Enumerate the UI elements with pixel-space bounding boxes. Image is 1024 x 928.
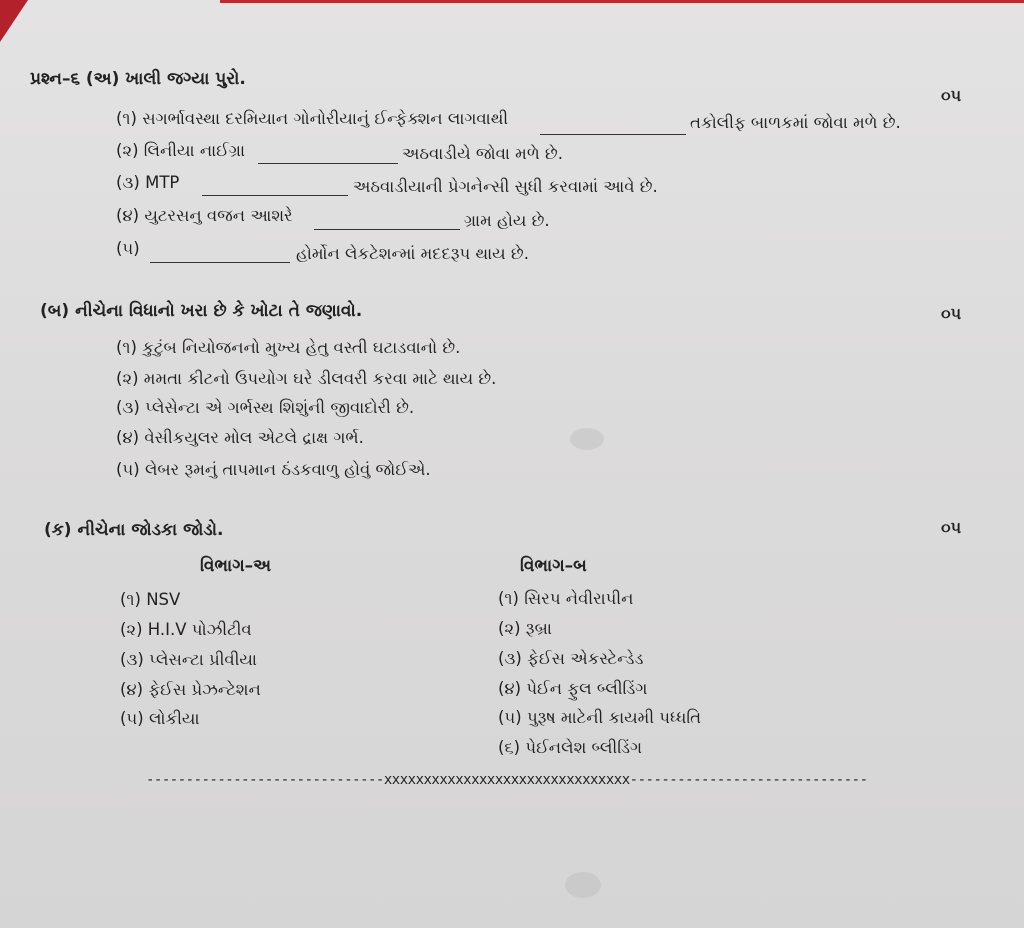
fill-blank-5 — [150, 262, 290, 263]
section-a-heading: પ્રશ્ન–૬ (અ) ખાલી જગ્યા પુરો. — [30, 69, 246, 89]
red-cover-corner — [0, 0, 28, 42]
column-a-title: વિભાગ–અ — [200, 556, 272, 576]
section-a-marks: ૦૫ — [941, 86, 962, 105]
match-a-item-1: (૧) NSV — [120, 590, 181, 609]
match-b-item-1: (૧) સિરપ નેવીરાપીન — [498, 589, 634, 608]
true-false-item-3: (૩) પ્લેસેન્ટા એ ગર્ભસ્થ શિશુંની જીવાદોરી છે. — [116, 398, 415, 417]
section-a-item-1-suffix: તકોલીફ બાળકમાં જોવા મળે છે. — [690, 113, 901, 132]
match-a-item-2: (૨) H.I.V પોઝીટીવ — [120, 620, 252, 639]
match-b-item-6: (૬) પેઈનલેશ બ્લીડિંગ — [498, 738, 643, 757]
match-b-item-4: (૪) પેઈન ફુલ બ્લીડિંગ — [498, 679, 648, 698]
section-a-item-2-text: (૨) લિનીયા નાઈગ્રા — [116, 141, 245, 160]
fill-blank-1 — [540, 134, 686, 135]
section-c-marks: ૦૫ — [941, 518, 962, 537]
section-a-item-4-text: (૪) યુટરસનુ વજન આશરે — [116, 206, 293, 225]
section-a-item-1-text: (૧) સગર્ભાવસ્થા દરમિયાન ગોનોરીયાનું ઈન્ફેક્શન લાગવાથી — [116, 109, 509, 128]
section-b-heading: (બ) નીચેના વિધાનો ખરા છે કે ખોટા તે જણાવો. — [40, 301, 363, 321]
match-a-item-5: (૫) લોકીયા — [120, 709, 200, 728]
true-false-item-1: (૧) કુટુંબ નિયોજનનો મુખ્ય હેતુ વસ્તી ઘટાડવાનો છે. — [116, 338, 461, 357]
end-of-section-rule: ------------------------------xxxxxxxxxxxxxxxxxxxxxxxxxxxxxxx------------------------------ — [146, 772, 868, 788]
fill-blank-3 — [202, 195, 348, 196]
true-false-item-2: (૨) મમતા કીટનો ઉપયોગ ઘરે ડીલવરી કરવા માટે થાય છે. — [116, 369, 497, 388]
red-cover-edge — [220, 0, 1024, 3]
section-a-item-3-text: (૩) MTP — [116, 173, 180, 192]
fill-blank-2 — [258, 163, 398, 164]
section-a-item-5-suffix: હોર્મોન લેકટેશન્માં મદદરૂપ થાય છે. — [296, 244, 529, 263]
match-a-item-4: (૪) ફેઈસ પ્રેઝન્ટેશન — [120, 680, 261, 699]
section-c-heading: (ક) નીચેના જોડકા જોડો. — [44, 520, 224, 540]
true-false-item-4: (૪) વેસીકયુલર મોલ એટલે દ્રાક્ષ ગર્ભ. — [116, 428, 364, 447]
column-b-title: વિભાગ–બ — [520, 556, 587, 576]
match-a-item-3: (૩) પ્લેસન્ટા પ્રીવીયા — [120, 650, 257, 669]
section-b-marks: ૦૫ — [941, 304, 962, 323]
section-a-item-3-suffix: અઠવાડીયાની પ્રેગનેન્સી સુધી કરવામાં આવે છે. — [353, 177, 658, 196]
true-false-item-5: (૫) લેબર રૂમનું તાપમાન ઠંડકવાળુ હોવું જોઈએ. — [116, 460, 431, 479]
match-b-item-2: (૨) રૂબ્રા — [498, 619, 552, 638]
match-b-item-5: (૫) પુરૂષ માટેની કાયમી પધ્ધતિ — [498, 708, 702, 727]
match-b-item-3: (૩) ફેઈસ એકસ્ટેન્ડેડ — [498, 649, 644, 668]
paper-smudge — [570, 428, 604, 450]
fill-blank-4 — [314, 229, 460, 230]
section-a-item-5-text: (૫) — [116, 239, 140, 258]
paper-smudge — [565, 872, 601, 898]
section-a-item-4-suffix: ગ્રામ હોય છે. — [464, 211, 550, 230]
section-a-item-2-suffix: અઠવાડીયે જોવા મળે છે. — [402, 144, 563, 163]
